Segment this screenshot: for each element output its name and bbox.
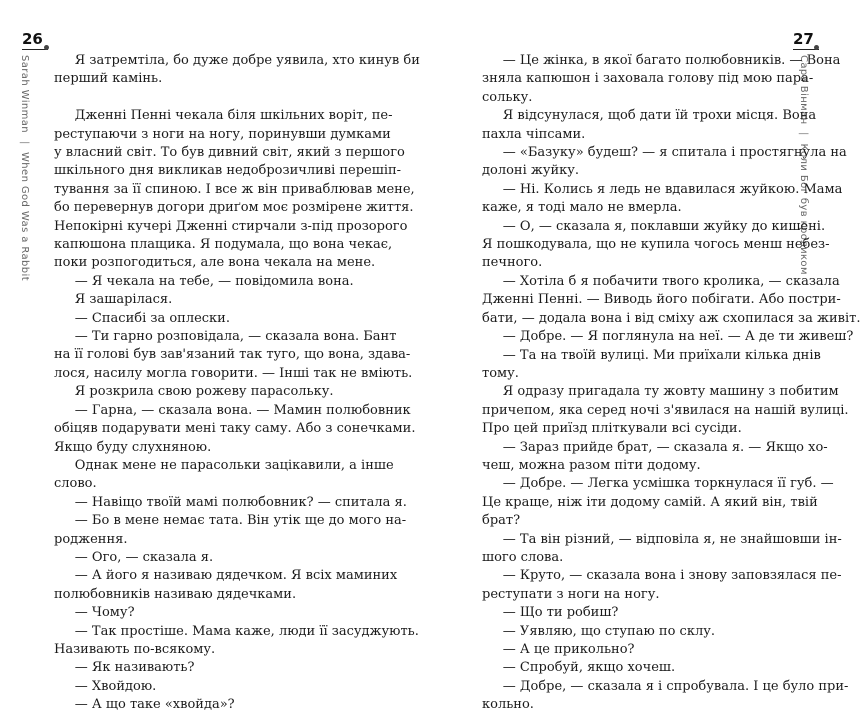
running-head-author: Сара Вінман [798,55,809,125]
text-line: причепом, яка серед ночі з'явилася на нашій вулиці. [482,402,849,418]
right-page [420,0,860,713]
text-line: поки розпогодиться, але вона чекала на мене. [54,255,376,271]
text-line: — Хотіла б я побачити твого кролика, — сказала [502,273,840,289]
folio-marker-left [44,45,49,50]
text-line: зняла капюшон і заховала голову під мою пара- [482,71,814,87]
folio-marker-right [814,45,819,50]
text-line: — Уявляю, що ступаю по склу. [502,623,715,639]
text-line: — Та на твоїй вулиці. Ми приїхали кілька днів [502,347,821,363]
text-line: Це краще, ніж іти додому самій. А який він, твій [482,494,818,510]
text-line: — Добре. — Я поглянула на неї. — А де ти живеш? [502,329,854,345]
text-line: — Спробуй, якщо хочеш. [502,660,676,676]
running-head-left [19,55,30,281]
text-line: чеш, можна разом піти додому. [482,457,701,473]
text-line: — Та він різний, — відповіла я, не знайшовши ін- [502,531,842,547]
text-line: Я одразу пригадала ту жовту машину з побитим [502,384,839,400]
text-line: брат? [482,513,521,529]
text-line: печного. [482,255,543,271]
text-line: реступати з ноги на ногу. [482,586,660,602]
text-line: обіцяв подарувати мені таку саму. Або з сонечками. [54,421,416,437]
running-head-separator: | [19,140,30,145]
text-line: — Круто, — сказала вона і знову заповзялася пе- [502,568,842,584]
text-line: — Я чекала на тебе, — повідомила вона. [74,273,354,289]
text-line: лося, насилу могла говорити. — Інші так не вміють. [54,365,413,381]
text-line: — «Базуку» будеш? — я спитала і простягнула на [502,145,847,161]
text-line: — Добре, — сказала я і спробувала. І це було при- [502,678,849,694]
text-line: слово. [54,476,97,492]
text-line: шкільного дня викликав недоброзичливі перешіп- [54,163,402,179]
left-page-body [54,52,420,715]
text-line: Дженні Пенні. — Виводь його побігати. Або постри- [482,292,841,308]
text-line: — А його я називаю дядечком. Я всіх маминих [74,568,398,584]
running-head-author: Sarah Winman [19,55,30,134]
text-line: реступаючи з ноги на ногу, поринувши думками [54,126,391,142]
running-head-title: When God Was a Rabbit [19,152,30,282]
text-line: — Чому? [74,605,135,621]
text-line: — Так простіше. Мама каже, люди її засуджують. [74,623,419,639]
page-number-right: 27 [793,30,814,48]
text-line: тування за її спиною. І все ж він приваблював мене, [54,181,415,197]
text-line: кольно. [482,697,534,713]
text-line: — А що таке «хвойда»? [74,697,235,713]
text-line: полюбовників називаю дядечками. [54,586,297,602]
text-line: перший камінь. [54,71,163,87]
text-line: Я зашарілася. [74,292,173,308]
text-line: шого слова. [482,549,564,565]
text-line: — Хвойдою. [74,678,157,694]
text-line: у власний світ. То був дивний світ, який з першого [54,145,405,161]
text-line: — Ні. Колись я ледь не вдавилася жуйкою. Мама [502,181,843,197]
text-line: — Ого, — сказала я. [74,549,214,565]
text-line: капюшона плащика. Я подумала, що вона чекає, [54,237,393,253]
text-line: на її голові був зав'язаний так туго, що вона, здава- [54,347,411,363]
left-page [0,0,420,713]
text-line: — Гарна, — сказала вона. — Мамин полюбовник [74,402,411,418]
page-number-left: 26 [22,30,43,48]
text-line: бати, — додала вона і від сміху аж схопилася за живіт. [482,310,860,326]
text-line: Непокірні кучері Дженні стирчали з-під прозорого [54,218,408,234]
text-line: сольку. [482,89,533,105]
running-head-title: Коли Бог був кроликом [798,143,809,275]
text-line: Я пошкодувала, що не купила чогось менш небез- [482,237,830,253]
text-line: Я відсунулася, щоб дати їй трохи місця. Вона [502,108,817,124]
text-line: долоні жуйку. [482,163,580,179]
text-line: — А це прикольно? [502,642,635,657]
text-line: — Ти гарно розповідала, — сказала вона. Бант [74,329,397,345]
text-line: — О, — сказала я, поклавши жуйку до кишені. [502,218,826,234]
text-line: Я затремтіла, бо дуже добре уявила, хто кинув би [74,53,420,68]
text-line: Називають по-всякому. [54,641,216,657]
text-line: — Зараз прийде брат, — сказала я. — Якщо хо- [502,439,828,455]
text-line: тому. [482,365,519,381]
text-line: Про цей приїзд пліткували всі сусіди. [482,421,742,437]
text-line: — Це жінка, в якої багато полюбовників. — Вона [502,53,841,68]
text-line: — Спасибі за оплески. [74,310,230,326]
text-line: Я розкрила свою рожеву парасольку. [74,384,334,400]
text-line: Якщо буду слухняною. [54,439,212,455]
text-line: Однак мене не парасольки зацікавили, а інше [74,457,394,473]
text-line: Дженні Пенні чекала біля шкільних воріт, пе- [74,108,393,124]
running-head-separator: | [798,132,809,136]
text-line: — Навіщо твоїй мамі полюбовник? — спитала я. [74,494,407,510]
text-line: — Як називають? [74,660,195,676]
text-line: родження. [54,531,128,547]
text-line: каже, я тоді мало не вмерла. [482,200,682,216]
text-line: — Добре. — Легка усмішка торкнулася її губ. — [502,476,834,492]
paragraph-break [54,89,360,107]
text-line: — Бо в мене немає тата. Він утік ще до мого на- [74,513,407,529]
text-line: бо перевернув догори дриґом моє розмірене життя. [54,200,414,216]
text-line: пахла чіпсами. [482,126,586,142]
text-line: — Що ти робиш? [502,605,619,621]
